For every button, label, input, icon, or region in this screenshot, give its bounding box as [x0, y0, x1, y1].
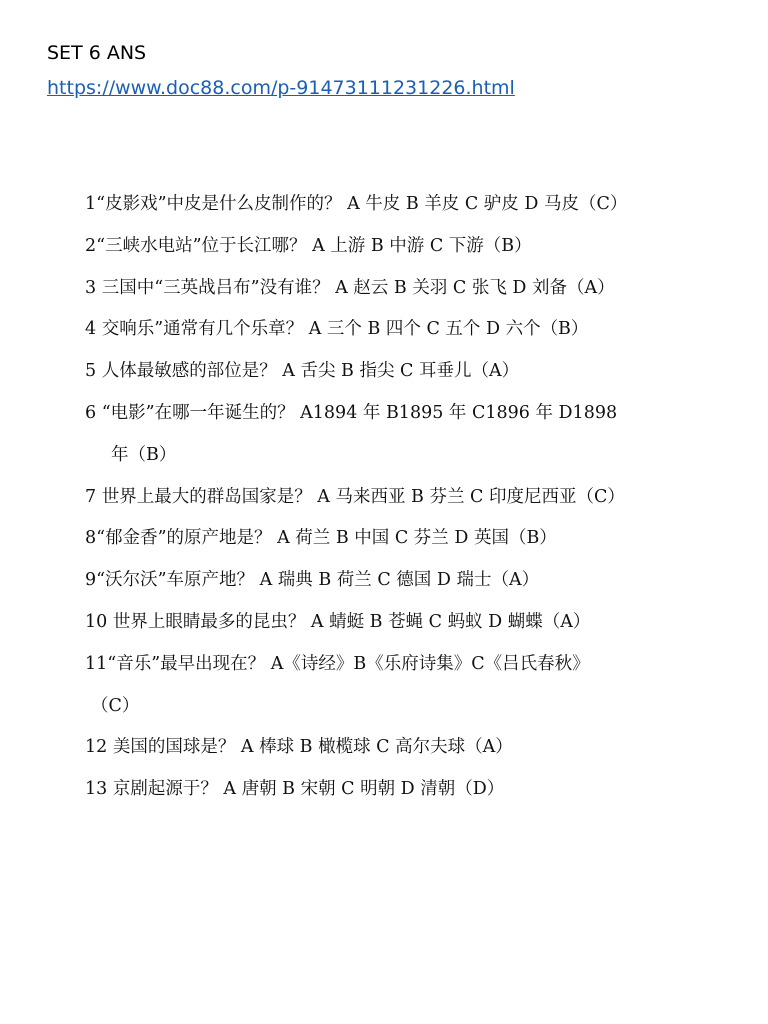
quiz-line-3: 3 三国中“三英战吕布”没有谁？ A 赵云 B 关羽 C 张飞 D 刘备（A） [85, 277, 615, 298]
quiz-line-2: 2“三峡水电站”位于长江哪？ A 上游 B 中游 C 下游（B） [85, 235, 532, 256]
quiz-line-8: 8“郁金香”的原产地是？ A 荷兰 B 中国 C 芬兰 D 英国（B） [85, 528, 557, 549]
document-header [47, 40, 747, 101]
quiz-line-9: 9“沃尔沃”车原产地？ A 瑞典 B 荷兰 C 德国 D 瑞士（A） [85, 570, 540, 591]
set-title: SET 6 ANS [47, 42, 147, 64]
quiz-line-4: 4 交响乐”通常有几个乐章？ A 三个 B 四个 C 五个 D 六个（B） [85, 319, 589, 340]
quiz-line-5: 5 人体最敏感的部位是？ A 舌尖 B 指尖 C 耳垂儿（A） [85, 361, 520, 382]
quiz-line-6: 6 “电影”在哪一年诞生的？ A1894 年 B1895 年 C1896 年 D1898 [85, 402, 618, 423]
quiz-line-12: 12 美国的国球是？ A 棒球 B 橄榄球 C 高尔夫球（A） [85, 737, 513, 758]
quiz-line-11-continued: （C） [91, 695, 140, 716]
quiz-line-11: 11“音乐”最早出现在？ A《诗经》B《乐府诗集》C《吕氏春秋》 [85, 653, 590, 674]
quiz-line-1: 1“皮影戏”中皮是什么皮制作的？ A 牛皮 B 羊皮 C 驴皮 D 马皮（C） [85, 194, 628, 214]
quiz-line-13: 13 京剧起源于？ A 唐朝 B 宋朝 C 明朝 D 清朝（D） [85, 779, 505, 800]
source-link[interactable]: https://www.doc88.com/p-91473111231226.html [47, 77, 515, 99]
quiz-line-10: 10 世界上眼睛最多的昆虫？ A 蜻蜓 B 苍蝇 C 蚂蚁 D 蝴蝶（A） [85, 611, 591, 632]
quiz-line-6-continued: 年（B） [111, 444, 177, 465]
quiz-answer-image [85, 188, 685, 815]
quiz-line-7: 7 世界上最大的群岛国家是？ A 马来西亚 B 芬兰 C 印度尼西亚（C） [85, 486, 625, 507]
